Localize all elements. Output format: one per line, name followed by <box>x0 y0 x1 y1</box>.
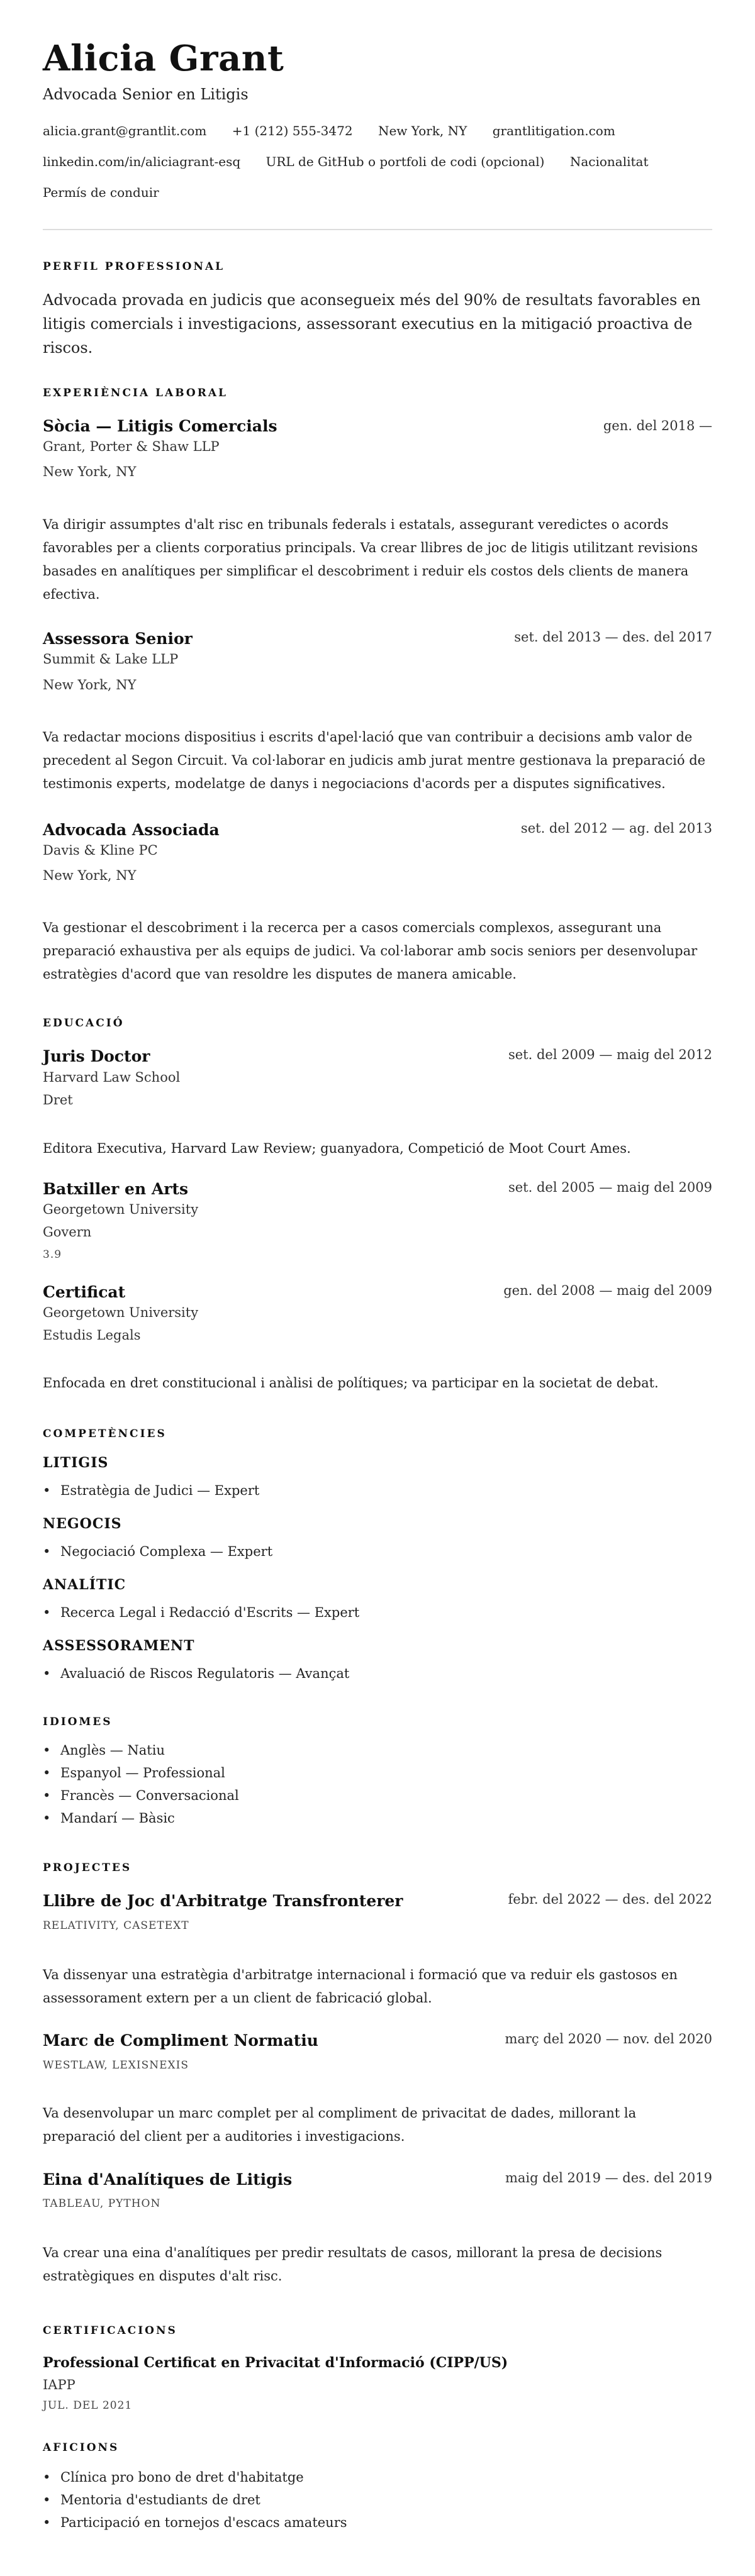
language-item: • Espanyol — Professional <box>60 1765 225 1780</box>
hobby-item: • Clínica pro bono de dret d'habitatge <box>60 2470 304 2485</box>
skill-group-name: ASSESSORAMENT <box>43 1638 195 1654</box>
contact-email[interactable]: alicia.grant@grantlit.com <box>43 123 207 138</box>
summary-heading: PERFIL PROFESSIONAL <box>43 260 225 273</box>
project-date: maig del 2019 — des. del 2019 <box>505 2170 712 2185</box>
contact-driving-license: Permís de conduir <box>43 185 159 200</box>
education-details: Editora Executiva, Harvard Law Review; guanyadora, Competició de Moot Court Ames. <box>43 1141 631 1156</box>
job-description: Va redactar mocions dispositius i escrits d'apel·lació que van contribuir a decisions amb valor de precedent al Segon Circuit. Va col·laborar en judicis amb jurat mentre gestionava la preparació de testimonis experts, modelatge de danys i negociacions d'acords per a disputes significatives. <box>43 730 706 791</box>
project-description: Va desenvolupar un marc complet per al compliment de privacitat de dades, millorant la preparació del client per a auditories i investigacions. <box>43 2106 637 2144</box>
education-details: Enfocada en dret constitucional i anàlisi de polítiques; va participar en la societat de debat. <box>43 1375 659 1391</box>
contact-github[interactable]: URL de GitHub o portfoli de codi (opcional) <box>266 154 545 169</box>
project-date: març del 2020 — nov. del 2020 <box>505 2031 712 2046</box>
certification-date: JUL. DEL 2021 <box>43 2399 133 2412</box>
skill-item: • Negociació Complexa — Expert <box>60 1544 272 1559</box>
contact-website[interactable]: grantlitigation.com <box>492 123 615 138</box>
contact-row-3 <box>43 185 181 200</box>
certification-title: Professional Certificat en Privacitat d'Informació (CIPP/US) <box>43 2355 508 2371</box>
language-item: • Francès — Conversacional <box>60 1788 239 1803</box>
education-date: gen. del 2008 — maig del 2009 <box>503 1283 712 1298</box>
job-date: set. del 2012 — ag. del 2013 <box>520 821 712 836</box>
language-item: • Anglès — Natiu <box>60 1743 165 1758</box>
certifications-heading: CERTIFICACIONS <box>43 2324 177 2337</box>
project-description: Va dissenyar una estratègia d'arbitratge internacional i formació que va reduir els gastosos en assessorament extern per a un client de fabricació global. <box>43 1967 678 2006</box>
candidate-headline: Advocada Senior en Litigis <box>43 86 249 103</box>
education-field: Govern <box>43 1224 92 1240</box>
skill-group-name: ANALÍTIC <box>43 1577 126 1593</box>
job-location: New York, NY <box>43 464 137 479</box>
job-description: Va gestionar el descobriment i la recerca per a casos comercials complexos, assegurant una preparació exhaustiva per als equips de judici. Va col·laborar amb socis seniors per desenvolupar estratègies d'acord que van resoldre les disputes de manera amicable. <box>43 920 698 982</box>
candidate-name: Alicia Grant <box>43 38 284 79</box>
projects-heading: PROJECTES <box>43 1862 132 1874</box>
hobbies-heading: AFICIONS <box>43 2441 120 2454</box>
hobby-item: • Mentoria d'estudiants de dret <box>60 2492 260 2507</box>
job-location: New York, NY <box>43 868 137 883</box>
job-title: Sòcia — Litigis Comercials <box>43 417 277 435</box>
project-tools: RELATIVITY, CASETEXT <box>43 1919 189 1932</box>
contact-linkedin[interactable]: linkedin.com/in/aliciagrant-esq <box>43 154 241 169</box>
skill-item: • Recerca Legal i Redacció d'Escrits — Expert <box>60 1605 359 1620</box>
contact-row-1 <box>43 123 637 138</box>
summary-text: Advocada provada en judicis que aconsegueix més del 90% de resultats favorables en litigis comercials i investigacions, assessorant executius en la mitigació proactiva de riscos. <box>43 291 701 357</box>
contact-nationality: Nacionalitat <box>569 154 649 169</box>
skill-group-name: LITIGIS <box>43 1455 109 1471</box>
education-school: Georgetown University <box>43 1202 199 1217</box>
languages-heading: IDIOMES <box>43 1716 113 1728</box>
education-heading: EDUCACIÓ <box>43 1017 125 1030</box>
skill-item: • Estratègia de Judici — Expert <box>60 1483 259 1498</box>
language-item: • Mandarí — Bàsic <box>60 1811 175 1826</box>
skill-item: • Avaluació de Riscos Regulatoris — Avançat <box>60 1666 349 1681</box>
skill-group-name: NEGOCIS <box>43 1516 122 1532</box>
job-company: Summit & Lake LLP <box>43 652 179 667</box>
education-field: Estudis Legals <box>43 1328 141 1343</box>
education-date: set. del 2009 — maig del 2012 <box>508 1047 712 1062</box>
contact-location: New York, NY <box>378 123 467 138</box>
job-date: set. del 2013 — des. del 2017 <box>514 630 712 645</box>
project-title: Llibre de Joc d'Arbitratge Transfronterer <box>43 1892 403 1910</box>
education-gpa: 3.9 <box>43 1248 62 1261</box>
project-date: febr. del 2022 — des. del 2022 <box>508 1892 712 1907</box>
education-date: set. del 2005 — maig del 2009 <box>508 1180 712 1195</box>
education-field: Dret <box>43 1092 73 1108</box>
job-location: New York, NY <box>43 677 137 692</box>
hobby-item: • Participació en tornejos d'escacs amateurs <box>60 2515 347 2530</box>
job-company: Grant, Porter & Shaw LLP <box>43 439 220 454</box>
education-school: Harvard Law School <box>43 1070 181 1085</box>
skills-heading: COMPETÈNCIES <box>43 1428 167 1440</box>
education-degree: Certificat <box>43 1283 126 1301</box>
job-company: Davis & Kline PC <box>43 843 158 858</box>
project-description: Va crear una eina d'analítiques per predir resultats de casos, millorant la presa de decisions estratègiques en disputes d'alt risc. <box>43 2245 663 2284</box>
project-title: Eina d'Analítiques de Litigis <box>43 2170 293 2189</box>
project-tools: TABLEAU, PYTHON <box>43 2197 161 2210</box>
header-divider <box>43 229 712 230</box>
education-school: Georgetown University <box>43 1305 199 1320</box>
contact-row-2 <box>43 154 670 169</box>
job-date: gen. del 2018 — <box>603 418 712 433</box>
job-description: Va dirigir assumptes d'alt risc en tribunals federals i estatals, assegurant veredictes o acords favorables per a clients corporatius principals. Va crear llibres de joc de litigis utilitzant revisions basades en analítiques per simplificar el descobriment i reduir els costos dels clients de manera efectiva. <box>43 517 698 602</box>
job-title: Advocada Associada <box>43 821 220 839</box>
project-title: Marc de Compliment Normatiu <box>43 2031 318 2050</box>
education-degree: Batxiller en Arts <box>43 1180 189 1198</box>
contact-phone[interactable]: +1 (212) 555-3472 <box>232 123 353 138</box>
job-title: Assessora Senior <box>43 630 193 648</box>
education-degree: Juris Doctor <box>43 1047 150 1065</box>
experience-heading: EXPERIÈNCIA LABORAL <box>43 387 228 399</box>
project-tools: WESTLAW, LEXISNEXIS <box>43 2059 189 2072</box>
certification-issuer: IAPP <box>43 2377 76 2392</box>
